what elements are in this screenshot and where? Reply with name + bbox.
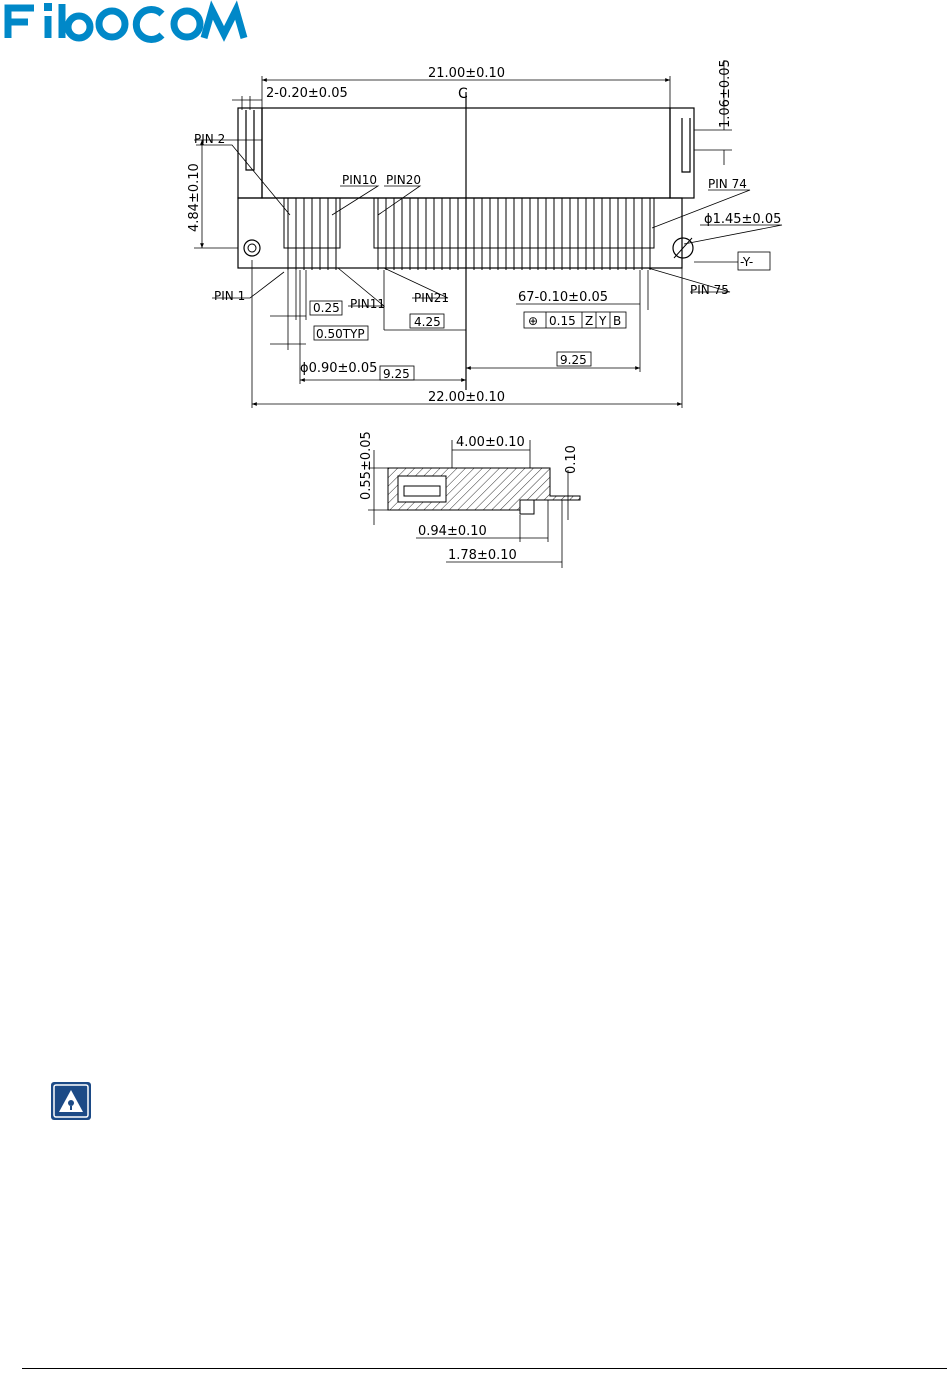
label-pin75: PIN 75 <box>690 283 729 297</box>
tolerance-value: 0.15 <box>549 314 576 328</box>
dim-hole-left: ϕ0.90±0.05 <box>300 361 378 376</box>
warning-note-icon <box>50 1081 92 1121</box>
dim-half-left: 9.25 <box>383 367 410 381</box>
hole-left <box>244 240 260 256</box>
footer-rule <box>22 1368 947 1369</box>
centerline-label: C <box>458 86 468 102</box>
tolerance-ref-z: Z <box>585 314 594 328</box>
dim-overall-width-bottom: 22.00±0.10 <box>428 390 506 405</box>
label-pin21: PIN21 <box>414 291 450 305</box>
dim-overall-width-top: 21.00±0.10 <box>428 66 506 81</box>
dim-height-left: 4.84±0.10 <box>187 163 202 232</box>
dim-side-offset-b: 1.78±0.10 <box>448 548 517 563</box>
dim-span-425: 4.25 <box>414 315 441 329</box>
dim-hole-right: ϕ1.45±0.05 <box>704 212 782 227</box>
dim-pitch-025: 0.25 <box>313 301 340 315</box>
logo-text: FIBOCOM <box>4 0 9 1</box>
label-pin20: PIN20 <box>386 173 422 187</box>
side-view <box>388 468 580 514</box>
dim-pitch-count: 67-0.10±0.05 <box>518 290 609 305</box>
dim-side-width: 4.00±0.10 <box>456 435 525 450</box>
dim-pin-width: 2-0.20±0.05 <box>266 86 348 101</box>
connector-drawing <box>0 0 947 600</box>
dim-half-right: 9.25 <box>560 353 587 367</box>
dim-side-thickness: 0.10 <box>564 445 579 474</box>
label-pin74: PIN 74 <box>708 177 747 191</box>
tolerance-symbol: ⊕ <box>528 314 539 328</box>
label-pin1: PIN 1 <box>214 289 246 303</box>
tolerance-ref-b: B <box>613 314 622 328</box>
dim-pitch-050: 0.50TYP <box>316 327 365 341</box>
dim-side-offset-a: 0.94±0.10 <box>418 524 487 539</box>
label-pin2: PIN 2 <box>194 132 226 146</box>
label-pin10: PIN10 <box>342 173 378 187</box>
dim-side-height: 0.55±0.05 <box>359 431 374 500</box>
dim-height-right: 1.06±0.05 <box>718 59 733 128</box>
tolerance-ref-y: Y <box>599 314 607 328</box>
datum-label: -Y- <box>740 255 754 269</box>
label-pin11: PIN11 <box>350 297 386 311</box>
